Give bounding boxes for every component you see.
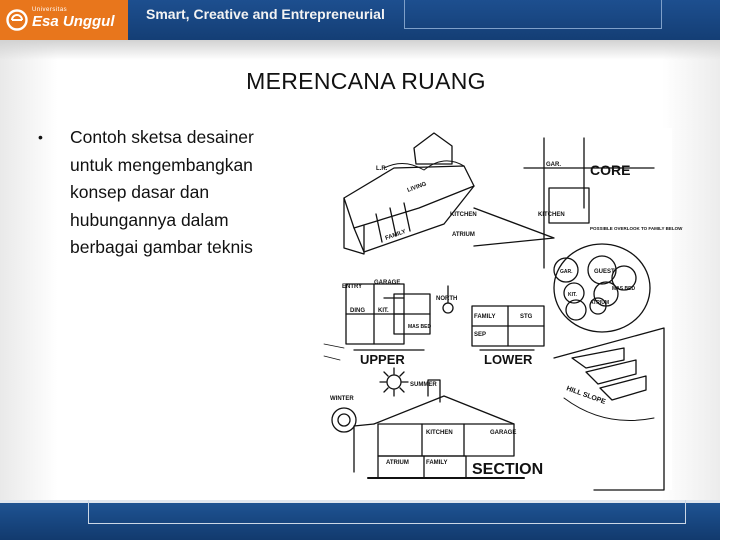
sketch-label-guest: GUEST: [594, 269, 615, 275]
tagline: Smart, Creative and Entrepreneurial: [146, 6, 385, 22]
bullet-line: konsep dasar dan: [70, 182, 210, 202]
sketch-label-kit-bubble: KIT.: [568, 292, 577, 298]
sketch-label-dining: DING: [350, 308, 365, 314]
bullet-line: hubungannya dalam: [70, 209, 229, 230]
sketch-label-core: CORE: [590, 162, 631, 178]
sketch-label-atrium: ATRIUM: [452, 232, 475, 238]
sketch-label-hill-slope: HILL SLOPE: [565, 385, 607, 406]
header-shadow: [0, 40, 720, 60]
sketch-label-kitchen-section: KITCHEN: [426, 430, 453, 436]
sketch-label-upper: UPPER: [360, 352, 405, 367]
sketch-label-stg: STG: [520, 314, 533, 320]
sketch-label-gar: GAR.: [546, 162, 561, 168]
bullet-dot-icon: •: [38, 129, 43, 145]
sketch-label-atrium-section: ATRIUM: [386, 460, 409, 466]
sketch-label-garage: GARAGE: [374, 280, 401, 286]
sketch-label-living: LIVING: [406, 181, 428, 194]
sketch-label-family-plan: FAMILY: [474, 314, 496, 320]
header-decor-frame: [404, 0, 662, 29]
logo-name: Esa Unggul: [32, 13, 115, 30]
sketch-label-kit-plan: KIT.: [378, 308, 389, 314]
sketch-label-sep: SEP: [474, 332, 487, 338]
sketch-label-mas-bed-bubble: MAS BED: [612, 286, 636, 292]
sketch-label-north: NORTH: [436, 296, 458, 302]
sketch-label-lr: L.R.: [376, 166, 388, 172]
sketch-label-entry: ENTRY: [342, 284, 363, 290]
sketch-label-family: FAMILY: [384, 228, 407, 242]
bullet-line: untuk mengembangkan: [70, 154, 253, 175]
sketch-label-family-section: FAMILY: [426, 460, 448, 466]
sketch-label-kitchen-2: KITCHEN: [538, 212, 565, 218]
design-sketch-image: [324, 128, 683, 490]
sketch-label-summer: SUMMER: [410, 382, 437, 388]
bullet-list: [38, 124, 328, 262]
logo[interactable]: [0, 0, 128, 40]
footer-decor-frame: [88, 500, 686, 524]
bullet-line: berbagai gambar teknis: [70, 237, 253, 257]
header-bar: [0, 0, 720, 40]
sketch-label-gar-bubble: GAR.: [560, 269, 573, 275]
slide-title: MERENCANA RUANG: [246, 68, 486, 94]
logo-mark-icon: [6, 9, 28, 31]
sketch-label-lower: LOWER: [484, 352, 533, 367]
bullet-item: [38, 124, 328, 262]
sketch-label-atrium-bubble: ATRIUM: [590, 300, 610, 306]
sketch-label-section: SECTION: [472, 461, 544, 478]
sketch-label-mas-bed-plan: MAS BED: [408, 324, 432, 330]
logo-university-label: Universitas: [32, 7, 68, 13]
sketch-label-possible-overlook: POSSIBLE OVERLOOK TO FAMILY BELOW: [590, 226, 683, 231]
sketch-label-kitchen: KITCHEN: [450, 212, 477, 218]
sketch-label-garage-section: GARAGE: [490, 430, 517, 436]
sketch-label-winter: WINTER: [330, 396, 354, 402]
bullet-line: Contoh sketsa desainer: [70, 127, 254, 147]
